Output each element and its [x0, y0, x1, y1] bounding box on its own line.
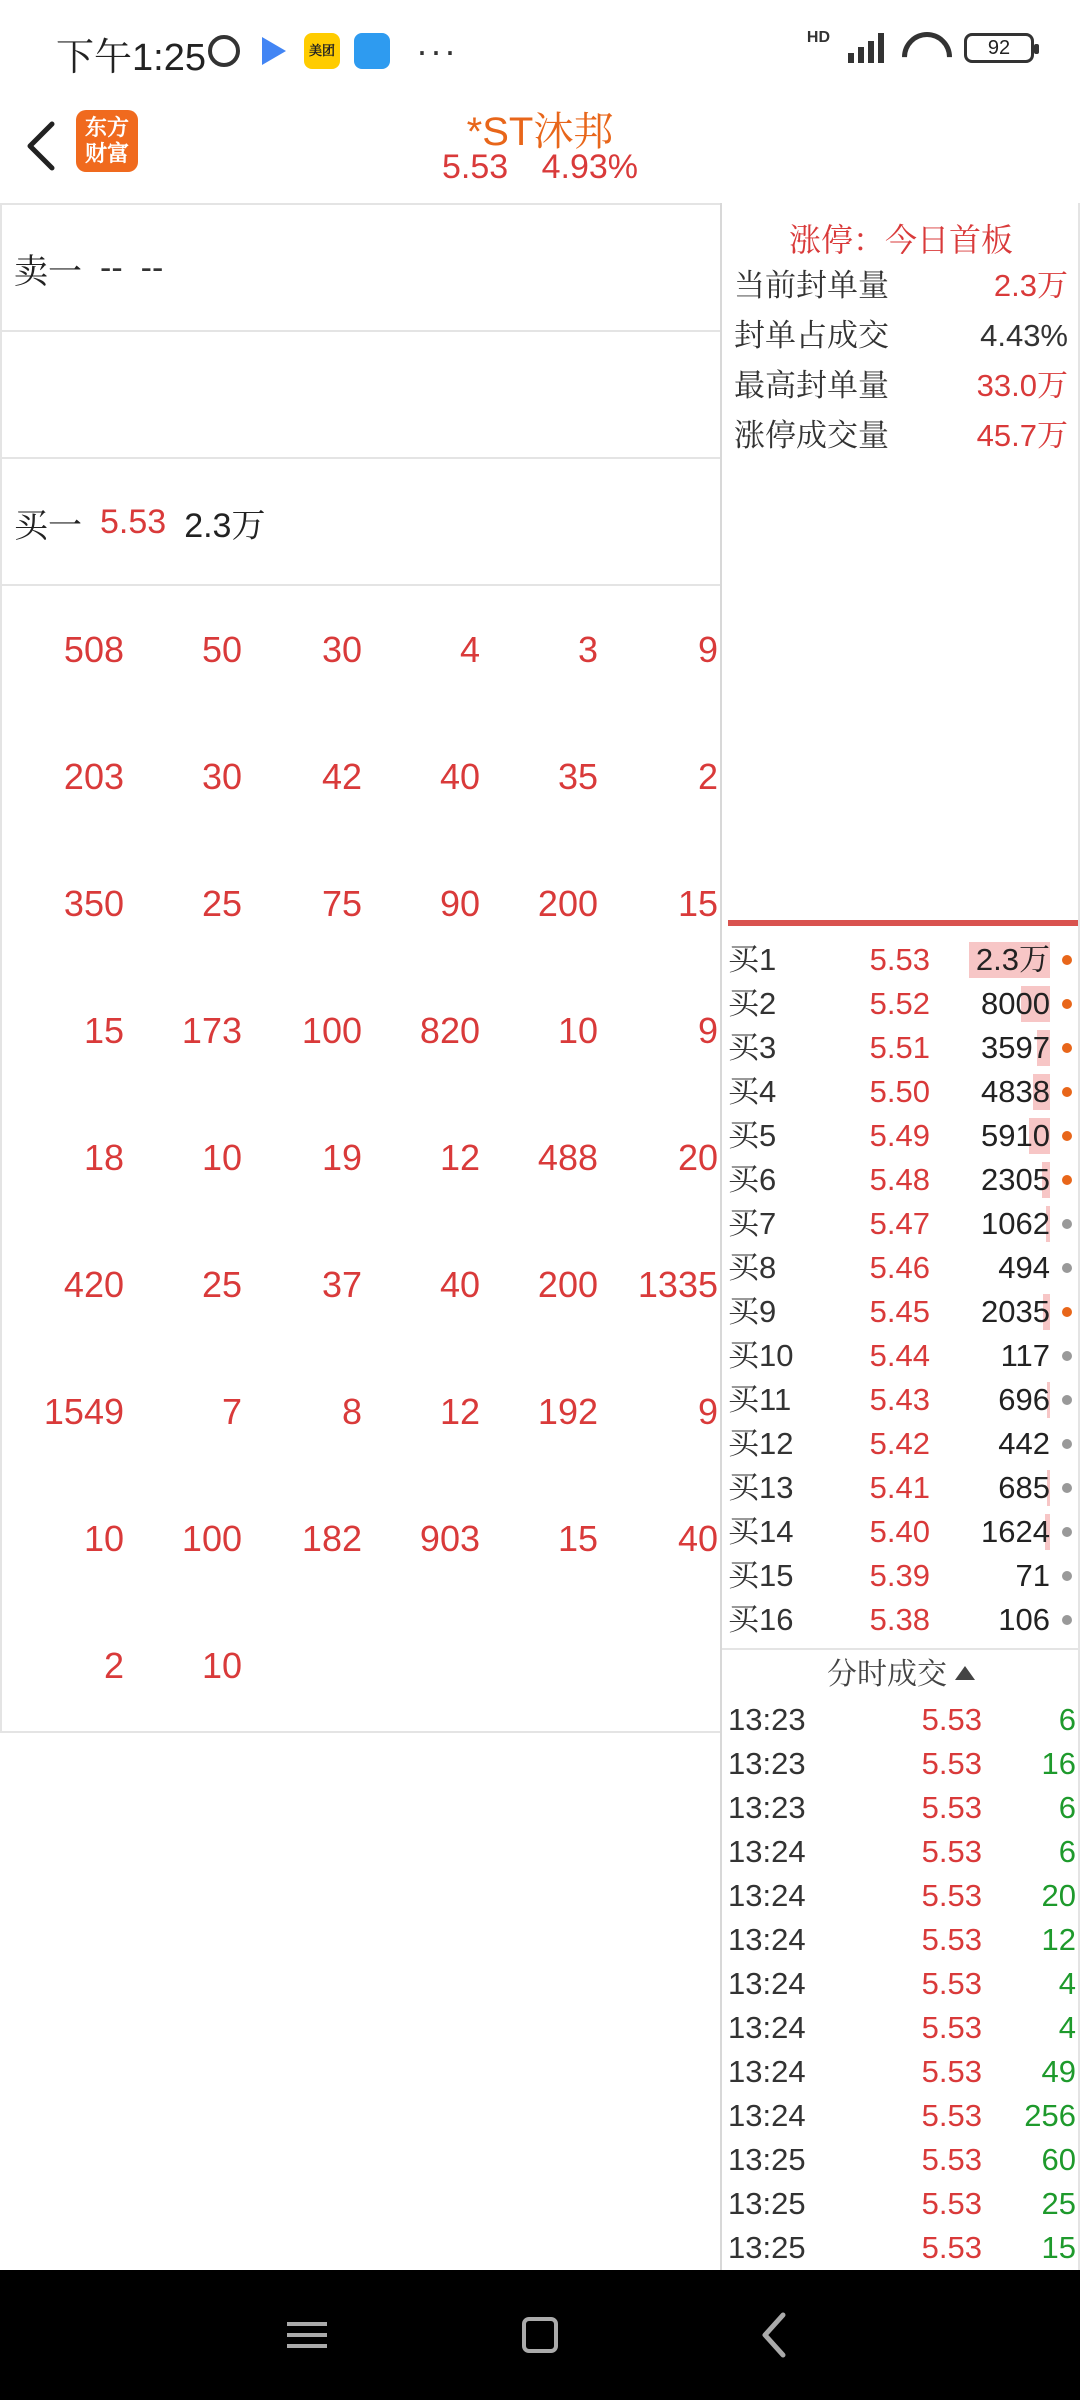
bid-price: 5.47 — [869, 1206, 930, 1241]
stock-price: 5.53 — [441, 148, 509, 186]
limit-info-value: 2.3万 — [993, 268, 1068, 303]
queue-order-cell: 488 — [537, 1137, 598, 1178]
trade-row — [722, 1698, 1080, 1742]
limit-info-key: 涨停成交量 — [734, 418, 889, 453]
limit-info-row — [722, 361, 1080, 411]
queue-order-cell: 30 — [201, 756, 242, 797]
queue-order-cell: 1549 — [43, 1391, 124, 1432]
queue-order-cell: 182 — [301, 1518, 362, 1559]
bid-price: 5.49 — [869, 1118, 930, 1153]
queue-order-cell: 508 — [63, 629, 124, 670]
queue-order-cell: 3 — [577, 629, 598, 670]
queue-order-cell: 75 — [321, 883, 362, 924]
trade-price: 5.53 — [921, 1966, 982, 2001]
queue-order-cell: 15 — [677, 883, 718, 924]
bid-level-row[interactable] — [722, 1510, 1080, 1554]
bid-price: 5.46 — [869, 1250, 930, 1285]
trade-price: 5.53 — [921, 1746, 982, 1781]
sell1-row[interactable] — [2, 205, 722, 332]
trade-time: 13:25 — [728, 2230, 806, 2265]
bid-price: 5.40 — [869, 1514, 930, 1549]
menu-icon-line — [287, 2344, 327, 2348]
trade-qty: 6 — [1058, 1702, 1076, 1737]
bid-volume: 1062 — [981, 1206, 1050, 1241]
bid-level-label: 买14 — [728, 1514, 794, 1549]
bid-level-row[interactable] — [722, 1466, 1080, 1510]
play-store-icon — [254, 33, 290, 69]
queue-order-cell: 1335 — [637, 1264, 718, 1305]
trade-row — [722, 1786, 1080, 1830]
queue-order-cell: 203 — [63, 756, 124, 797]
bid-level-label: 买8 — [728, 1250, 777, 1285]
bid-price: 5.52 — [869, 986, 930, 1021]
bid-volume: 442 — [998, 1426, 1050, 1461]
queue-order-cell: 30 — [321, 629, 362, 670]
queue-order-cell: 40 — [439, 1264, 480, 1305]
bid-price: 5.39 — [869, 1558, 930, 1593]
bid-volume: 685 — [998, 1470, 1050, 1505]
menu-icon-line — [287, 2333, 327, 2337]
trade-qty: 60 — [1041, 2142, 1076, 2177]
queue-order-cell: 37 — [321, 1264, 362, 1305]
queue-order-cell: 820 — [419, 1010, 480, 1051]
queue-order-cell: 100 — [301, 1010, 362, 1051]
bid-price: 5.50 — [869, 1074, 930, 1109]
limit-info-key: 当前封单量 — [734, 268, 889, 303]
trade-price: 5.53 — [921, 1834, 982, 1869]
queue-order-cell: 15 — [83, 1010, 124, 1051]
stock-quote — [0, 148, 1080, 187]
signal-icon — [848, 33, 884, 63]
bid-level-label: 买12 — [728, 1426, 794, 1461]
trade-row — [722, 1918, 1080, 1962]
trade-price: 5.53 — [921, 1702, 982, 1737]
status-dot-icon — [1062, 1043, 1072, 1053]
depth-panel — [720, 203, 1080, 2270]
trade-qty: 49 — [1041, 2054, 1076, 2089]
bid-level-label: 买16 — [728, 1602, 794, 1637]
status-dot-icon — [1062, 955, 1072, 965]
nav-back-button[interactable] — [713, 2270, 833, 2400]
status-dot-icon — [1062, 1439, 1072, 1449]
bid-price: 5.43 — [869, 1382, 930, 1417]
bid-level-row[interactable] — [722, 1422, 1080, 1466]
trade-time: 13:24 — [728, 2010, 806, 2045]
status-dot-icon — [1062, 1395, 1072, 1405]
queue-order-cell: 903 — [419, 1518, 480, 1559]
triangle-up-icon — [955, 1666, 975, 1680]
limit-info-row — [722, 261, 1080, 311]
trade-qty: 25 — [1041, 2186, 1076, 2221]
queue-order-cell: 25 — [201, 1264, 242, 1305]
bid-level-row[interactable] — [722, 982, 1080, 1026]
queue-order-cell: 12 — [439, 1137, 480, 1178]
bid-level-label: 买6 — [728, 1162, 777, 1197]
bid-level-label: 买4 — [728, 1074, 777, 1109]
queue-order-cell: 19 — [321, 1137, 362, 1178]
limit-info-value: 33.0万 — [976, 368, 1068, 403]
bid-level-row[interactable] — [722, 1158, 1080, 1202]
trade-qty: 16 — [1041, 1746, 1076, 1781]
queue-order-cell: 100 — [181, 1518, 242, 1559]
queue-order-cell: 4 — [459, 629, 480, 670]
bid-volume: 2305 — [981, 1162, 1050, 1197]
trade-price: 5.53 — [921, 2054, 982, 2089]
status-time: 下午1:25 — [56, 37, 206, 79]
status-dot-icon — [1062, 1571, 1072, 1581]
alarm-icon — [208, 35, 240, 67]
trade-time: 13:24 — [728, 1834, 806, 1869]
bid-volume: 5910 — [981, 1118, 1050, 1153]
bid-depth-list — [722, 938, 1080, 1642]
bid-price: 5.44 — [869, 1338, 930, 1373]
trade-row — [722, 1962, 1080, 2006]
trade-time: 13:24 — [728, 2098, 806, 2133]
trade-price: 5.53 — [921, 2010, 982, 2045]
bid-level-label: 买5 — [728, 1118, 777, 1153]
queue-order-cell: 350 — [63, 883, 124, 924]
status-dot-icon — [1062, 1219, 1072, 1229]
bid-price: 5.42 — [869, 1426, 930, 1461]
trade-qty: 4 — [1058, 1966, 1076, 2001]
queue-order-cell: 12 — [439, 1391, 480, 1432]
buy1-price: 5.53 — [100, 503, 167, 541]
queue-order-cell: 9 — [697, 629, 718, 670]
bid-volume: 696 — [998, 1382, 1050, 1417]
queue-order-cell: 9 — [697, 1010, 718, 1051]
trade-row — [722, 1830, 1080, 1874]
trade-price: 5.53 — [921, 2098, 982, 2133]
bid-volume: 4838 — [981, 1074, 1050, 1109]
system-nav-bar — [0, 2270, 1080, 2400]
trade-qty: 12 — [1041, 1922, 1076, 1957]
bid-level-label: 买11 — [728, 1382, 792, 1417]
trade-time: 13:24 — [728, 1966, 806, 2001]
status-dot-icon — [1062, 1263, 1072, 1273]
time-sales-list — [722, 1698, 1080, 2270]
trade-row — [722, 2094, 1080, 2138]
trade-qty: 6 — [1058, 1790, 1076, 1825]
queue-order-cell: 10 — [557, 1010, 598, 1051]
time-sales-header[interactable] — [722, 1648, 1080, 1698]
limit-info-value: 4.43% — [980, 318, 1068, 353]
queue-order-cell: 200 — [537, 1264, 598, 1305]
queue-order-cell: 10 — [83, 1518, 124, 1559]
bid-level-row[interactable] — [722, 1026, 1080, 1070]
trade-row — [722, 1874, 1080, 1918]
system-icons — [806, 29, 1034, 64]
stock-change-pct: 4.93% — [541, 148, 639, 186]
meituan-icon: 美团 — [304, 33, 340, 69]
hd-icon: HD — [806, 29, 830, 46]
trade-qty: 20 — [1041, 1878, 1076, 1913]
limit-info-key: 最高封单量 — [734, 368, 889, 403]
trade-price: 5.53 — [921, 1878, 982, 1913]
bid-level-row[interactable] — [722, 1070, 1080, 1114]
trade-time: 13:23 — [728, 1790, 806, 1825]
trade-row — [722, 2006, 1080, 2050]
depth-divider — [728, 920, 1078, 926]
trade-qty: 4 — [1058, 2010, 1076, 2045]
trade-time: 13:24 — [728, 1878, 806, 1913]
queue-order-cell: 192 — [537, 1391, 598, 1432]
trade-time: 13:25 — [728, 2186, 806, 2221]
queue-order-cell: 50 — [201, 629, 242, 670]
order-queue-panel — [0, 203, 720, 1733]
bid-level-row[interactable] — [722, 1334, 1080, 1378]
bid-level-row[interactable] — [722, 1202, 1080, 1246]
trade-time: 13:23 — [728, 1746, 806, 1781]
bid-level-label: 买13 — [728, 1470, 794, 1505]
bid-level-row[interactable] — [722, 1290, 1080, 1334]
bid-price: 5.51 — [869, 1030, 930, 1065]
queue-order-cell: 2 — [103, 1645, 124, 1686]
bid-volume: 3597 — [981, 1030, 1050, 1065]
bid-volume: 494 — [998, 1250, 1050, 1285]
buy1-volume: 2.3万 — [184, 507, 266, 545]
trade-price: 5.53 — [921, 2230, 982, 2265]
time-sales-title: 分时成交 — [827, 1658, 947, 1691]
status-dot-icon — [1062, 1483, 1072, 1493]
trade-qty: 6 — [1058, 1834, 1076, 1869]
bid-volume: 2.3万 — [975, 942, 1050, 977]
bid-level-label: 买3 — [728, 1030, 777, 1065]
status-dot-icon — [1062, 1351, 1072, 1361]
trade-time: 13:25 — [728, 2142, 806, 2177]
queue-order-cell: 2 — [697, 756, 718, 797]
trade-qty: 15 — [1041, 2230, 1076, 2265]
status-dot-icon — [1062, 999, 1072, 1009]
bid-level-row[interactable] — [722, 1554, 1080, 1598]
status-bar — [0, 0, 1080, 100]
recent-apps-button[interactable] — [247, 2270, 367, 2400]
trade-price: 5.53 — [921, 1922, 982, 1957]
queue-order-cell: 8 — [341, 1391, 362, 1432]
bid-volume: 2035 — [981, 1294, 1050, 1329]
queue-order-cell: 10 — [201, 1645, 242, 1686]
sell1-volume: -- — [140, 249, 164, 287]
buy1-row[interactable] — [2, 459, 722, 586]
bid-level-row[interactable] — [722, 1598, 1080, 1642]
bid-volume: 1624 — [981, 1514, 1050, 1549]
bid-level-row[interactable] — [722, 938, 1080, 982]
queue-order-cell: 25 — [201, 883, 242, 924]
trade-time: 13:24 — [728, 1922, 806, 1957]
trade-price: 5.53 — [921, 2142, 982, 2177]
queue-order-cell: 18 — [83, 1137, 124, 1178]
queue-order-cell: 15 — [557, 1518, 598, 1559]
trade-row — [722, 1742, 1080, 1786]
trade-row — [722, 2050, 1080, 2094]
status-dot-icon — [1062, 1615, 1072, 1625]
bid-level-row[interactable] — [722, 1114, 1080, 1158]
queue-order-cell: 35 — [557, 756, 598, 797]
more-notifications-icon: ··· — [416, 30, 458, 71]
queue-order-cell: 9 — [697, 1391, 718, 1432]
queue-order-cell: 200 — [537, 883, 598, 924]
home-button[interactable] — [480, 2270, 600, 2400]
bid-level-label: 买2 — [728, 986, 777, 1021]
notification-icons — [208, 30, 458, 72]
stock-name: *ST沐邦 — [466, 110, 614, 154]
sell1-price: -- — [100, 249, 123, 287]
trade-row — [722, 2138, 1080, 2182]
bid-level-label: 买10 — [728, 1338, 794, 1373]
sell1-label: 卖一 — [14, 253, 82, 291]
bid-volume: 106 — [998, 1602, 1050, 1637]
status-dot-icon — [1062, 1087, 1072, 1097]
limit-info-key: 封单占成交 — [734, 318, 889, 353]
bid-price: 5.38 — [869, 1602, 930, 1637]
status-dot-icon — [1062, 1527, 1072, 1537]
home-icon — [522, 2317, 558, 2353]
back-arrow-icon — [713, 2270, 833, 2400]
queue-order-cell: 42 — [321, 756, 362, 797]
empty-row — [2, 332, 722, 459]
bid-level-row[interactable] — [722, 1246, 1080, 1290]
trade-qty: 256 — [1024, 2098, 1076, 2133]
limit-up-title: 涨停：今日首板 — [788, 222, 1013, 258]
bid-volume: 117 — [1000, 1338, 1050, 1373]
bid-volume: 8000 — [981, 986, 1050, 1021]
status-dot-icon — [1062, 1175, 1072, 1185]
status-dot-icon — [1062, 1131, 1072, 1141]
trade-time: 13:23 — [728, 1702, 806, 1737]
trade-row — [722, 2226, 1080, 2270]
trade-price: 5.53 — [921, 2186, 982, 2221]
queue-order-cell: 40 — [439, 756, 480, 797]
limit-info-value: 45.7万 — [976, 418, 1068, 453]
limit-info-row — [722, 411, 1080, 461]
queue-order-cell: 173 — [181, 1010, 242, 1051]
limit-info-row — [722, 311, 1080, 361]
menu-icon — [287, 2322, 327, 2326]
queue-order-cell: 420 — [63, 1264, 124, 1305]
bid-volume: 71 — [1015, 1558, 1050, 1593]
bid-level-row[interactable] — [722, 1378, 1080, 1422]
status-dot-icon — [1062, 1307, 1072, 1317]
queue-order-cell: 20 — [677, 1137, 718, 1178]
wifi-icon — [902, 32, 946, 64]
app-notification-icon — [354, 33, 390, 69]
bid-level-label: 买7 — [728, 1206, 777, 1241]
trade-time: 13:24 — [728, 2054, 806, 2089]
bid-price: 5.48 — [869, 1162, 930, 1197]
app-logo[interactable]: 东方财富 — [76, 110, 138, 172]
bid-price: 5.45 — [869, 1294, 930, 1329]
queue-order-cell: 7 — [221, 1391, 242, 1432]
bid-level-label: 买9 — [728, 1294, 777, 1329]
buy1-label: 买一 — [14, 507, 82, 545]
stock-header — [0, 100, 1080, 200]
trade-row — [722, 2182, 1080, 2226]
queue-order-cell: 90 — [439, 883, 480, 924]
queue-order-cell: 40 — [677, 1518, 718, 1559]
trade-price: 5.53 — [921, 1790, 982, 1825]
bid-price: 5.41 — [869, 1470, 930, 1505]
bid-price: 5.53 — [869, 942, 930, 977]
bid-level-label: 买1 — [728, 942, 777, 977]
battery-icon: 92 — [964, 33, 1034, 63]
limit-up-info — [722, 203, 1080, 461]
queue-order-cell: 10 — [201, 1137, 242, 1178]
bid-level-label: 买15 — [728, 1558, 794, 1593]
